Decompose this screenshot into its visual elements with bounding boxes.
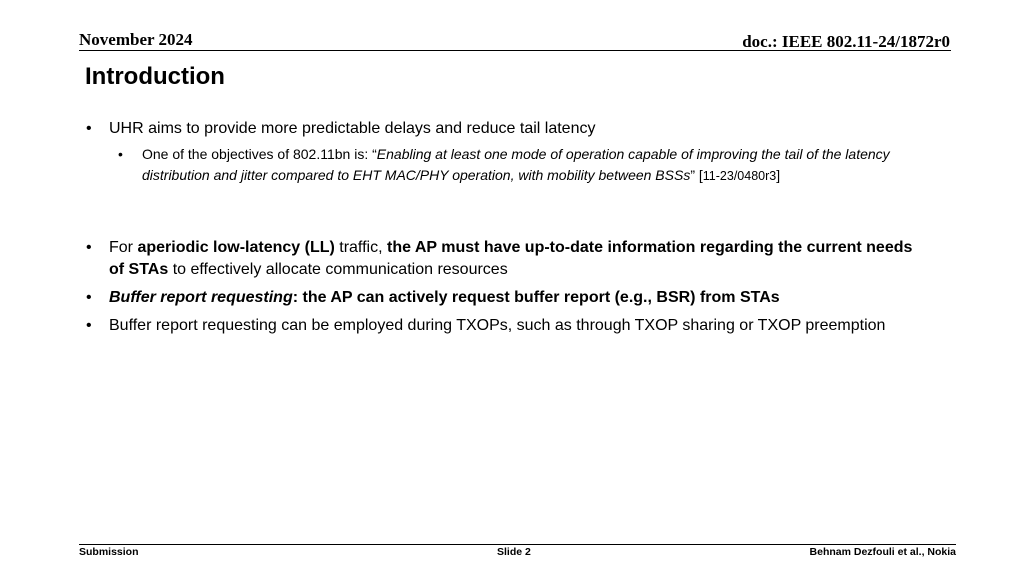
- bullet-marker: •: [86, 317, 92, 334]
- bullet-aperiodic-ll: [86, 237, 919, 281]
- bullet-marker: •: [86, 120, 92, 137]
- sub-bullet-objective: [118, 144, 932, 187]
- bullet-text-bold: aperiodic low-latency (LL): [137, 239, 335, 256]
- bullet-text-part: traffic,: [334, 239, 387, 256]
- header-date: November 2024: [79, 30, 193, 49]
- header-divider: [79, 50, 951, 51]
- footer-slide-number: Slide 2: [497, 546, 531, 558]
- bullet-marker: •: [118, 146, 123, 162]
- bullet-text-bold: : the AP can actively request buffer report (e.g., BSR) from STAs: [292, 289, 780, 306]
- objective-prefix: One of the objectives of 802.11bn is: “: [142, 146, 377, 162]
- bullet-text-bold-italic: Buffer report requesting: [109, 289, 293, 306]
- objective-reference: 11-23/0480r3: [702, 169, 777, 183]
- bullet-marker: •: [86, 239, 92, 256]
- bullet-text-bold: the AP must have up-to-date information regarding the current needs of STAs: [109, 239, 913, 278]
- bullet-text: Buffer report requesting can be employed during TXOPs, such as through TXOP sharing or TXOP preemption: [109, 317, 886, 334]
- bullet-buffer-report-requesting: [86, 287, 919, 309]
- objective-quote: Enabling at least one mode of operation capable of improving the tail of the latency distribution and jitter compared to EHT MAC/PHY operation, with mobility between BSSs: [142, 146, 890, 183]
- slide-title: Introduction: [85, 63, 225, 90]
- footer-authors: Behnam Dezfouli et al., Nokia: [809, 546, 956, 558]
- bullet-uhr-aims: [86, 118, 919, 140]
- bullet-txop: [86, 315, 919, 337]
- footer-divider: [79, 544, 956, 545]
- bullet-text-part: For: [109, 239, 138, 256]
- header-doc-id: doc.: IEEE 802.11-24/1872r0: [742, 32, 950, 51]
- objective-quote-close: ” [: [690, 167, 703, 183]
- bullet-marker: •: [86, 289, 92, 306]
- objective-reference-end: ]: [776, 167, 781, 183]
- bullet-text-part: to effectively allocate communication resources: [168, 261, 508, 278]
- footer-submission: Submission: [79, 546, 139, 558]
- bullet-text: UHR aims to provide more predictable delays and reduce tail latency: [109, 120, 596, 137]
